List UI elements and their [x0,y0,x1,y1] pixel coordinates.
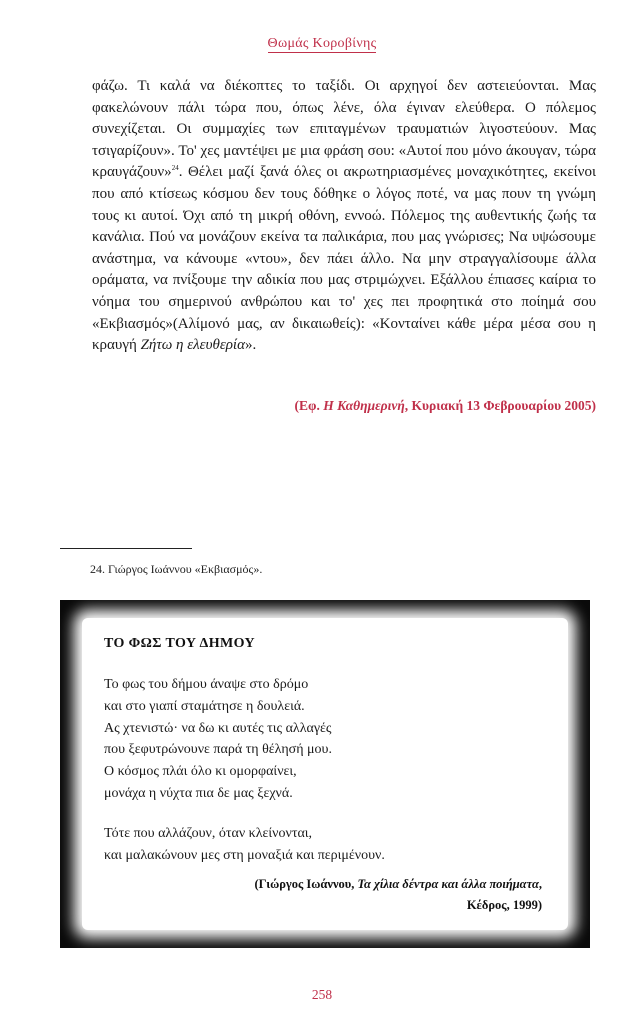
footnote-divider [60,548,192,549]
body-text-part-1: φάζω. Τι καλά να διέκοπτες το ταξίδι. Οι αρχηγοί δεν αστειεύονται. Μας φακελώνουν πάλι τώρα που, όπως λένε, όλα έγιναν ελεύθερα. Ο πόλεμος συνεχίζεται. Οι συμμαχίες των επιταγμένων τραυματιών λιγοστεύουν. Μας τσιγαρίζουν». Το' χες μαντέψει με μια φράση σου: «Αυτοί που μόνο άκουγαν, τώρα κραυγάζουν» [92,78,596,181]
poem-line: και στο γιαπί σταμάτησε η δουλειά. [104,698,305,714]
poem-attribution-book: Τα χίλια δέντρα και άλλα ποιήματα [357,877,539,891]
source-citation [92,398,596,414]
footnote-reference[interactable]: 24 [171,164,179,173]
body-closing-quote: Ζήτω η ελευθερία [140,337,245,354]
running-head [0,36,644,52]
poem-line: Ο κόσμος πλάι όλο κι ομορφαίνει, [104,764,297,780]
poem-stanza-1 [104,674,546,805]
body-text-part-2: . Θέλει μαζί ξανά όλες οι ακρωτηριασμένες μοναχικότητες, εκείνοι που από κτίσεως κόσμου δεν τους δόθηκε ο λόγος ποτέ, να μας πουν τη γνώμη τους κι αυτοί. Όχι από τη μικρή οθόνη, εννοώ. Πόλεμος της αυθεντικής ζωής τα κανάλια. Πού να μονάζουν εκείνα τα παλικάρια, που μας γνώρισες; Να υψώσουμε ανάστημα, να κάνουμε «ντου», δεν πάει άλλο. Να μην στραγγαλίσουμε άλλα οράματα, να πνίξουμε την αδικία που μας στριμώχνει. Εξάλλου έπιασες καίρια το νόημα του σημερινού ανθρώπου και το' χες πει προφητικά στο ποίημά σου «Εκβιασμός»(Αλίμονό μας, αν δικαιωθείς): «Κονταίνει κάθε μέρα μέσα σου η κραυγή [92,164,596,354]
poem-panel [82,618,568,930]
source-newspaper: Η Καθημερινή [323,398,405,413]
source-suffix: , Κυριακή 13 Φεβρουαρίου 2005) [404,398,596,413]
poem-attribution-comma: , [538,877,542,891]
poem-attribution [102,874,542,916]
poem-line: Τότε που αλλάζουν, όταν κλείνονται, [104,825,313,841]
poem-line: Ας χτενιστώ· να δω κι αυτές τις αλλαγές [104,720,332,736]
poem-title: ΤΟ ΦΩΣ ΤΟΥ ΔΗΜΟΥ [104,636,256,651]
poem-line: και μαλακώνουν μες στη μοναξιά και περιμένουν. [104,847,385,863]
footnote: 24. Γιώργος Ιωάννου «Εκβιασμός». [90,562,263,576]
page-number: 258 [311,987,333,1002]
body-closing-end: ». [244,337,257,354]
poem-attribution-author: (Γιώργος Ιωάννου, [254,877,358,891]
source-prefix: (Εφ. [294,398,324,413]
poem-line: Το φως του δήμου άναψε στο δρόμο [104,677,309,692]
body-text [92,76,596,357]
body-paragraph [92,76,596,357]
poem-line: που ξεφυτρώνουνε παρά τη θέλησή μου. [104,742,332,758]
poem-attribution-publisher: Κέδρος, 1999) [466,898,542,912]
poem-line: μονάχα η νύχτα πια δε μας ξεχνά. [104,785,293,801]
poem-stanza-2 [104,823,546,867]
running-head-author: Θωμάς Κοροβίνης [267,36,377,51]
poem-box [60,600,590,948]
